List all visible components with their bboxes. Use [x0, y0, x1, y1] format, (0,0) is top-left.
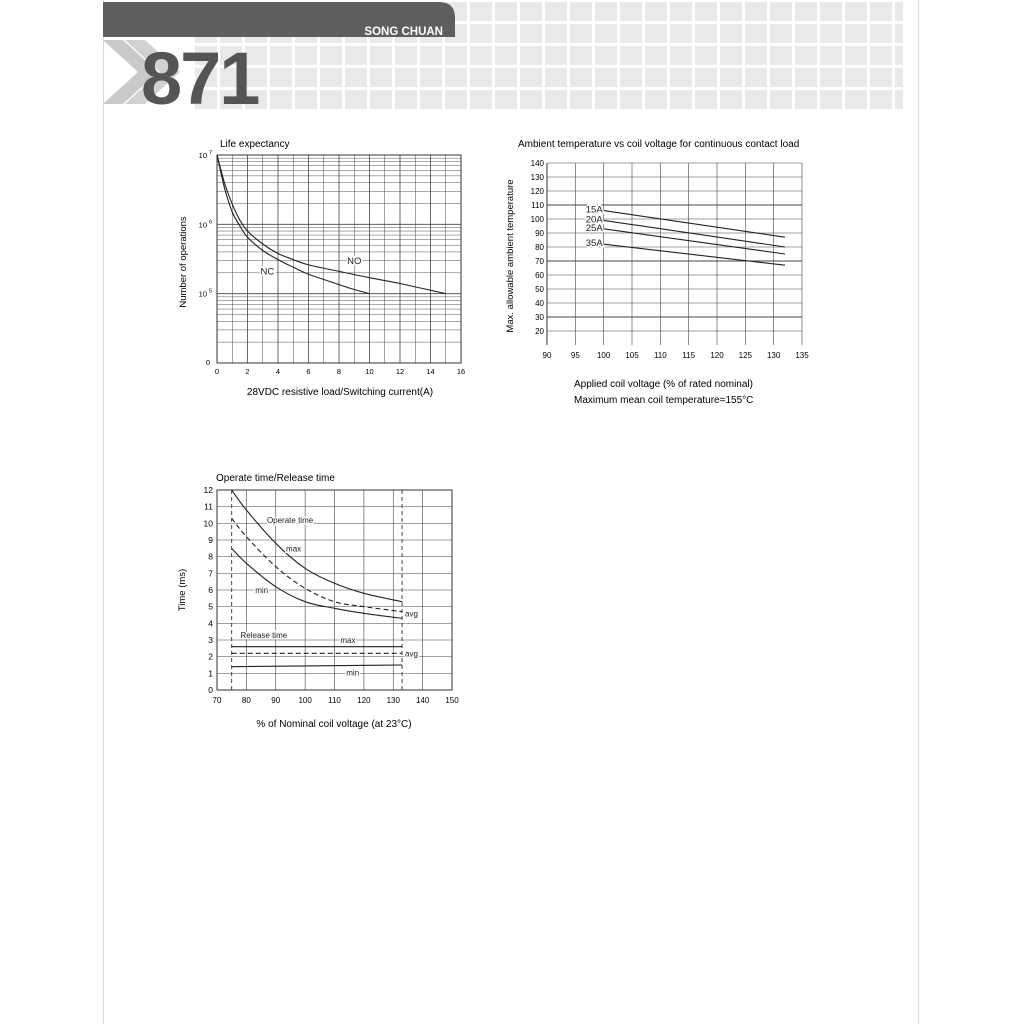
x-tick-label: 115: [682, 351, 696, 360]
y-tick-label: 10: [198, 220, 207, 230]
y-tick-label: 2: [208, 651, 213, 662]
series-label-25a: 25A: [585, 222, 603, 234]
operate-chart-x-ticks: [213, 696, 460, 705]
y-tick-label: 8: [208, 551, 213, 562]
operate-chart-title: Operate time/Release time: [216, 473, 335, 484]
x-tick-label: 8: [336, 367, 342, 376]
y-tick-label: 7: [208, 568, 213, 579]
x-tick-label: 12: [395, 367, 405, 376]
model-number: 871: [141, 37, 259, 110]
x-tick-label: 110: [653, 351, 667, 360]
y-tick-label: 80: [535, 243, 544, 252]
annotation-operate-avg: avg: [405, 609, 418, 619]
y-tick-label: 20: [535, 327, 544, 336]
x-tick-label: 10: [365, 367, 374, 376]
y-tick-label: 0: [208, 685, 213, 695]
y-tick-label: 6: [208, 585, 213, 595]
x-tick-label: 120: [710, 351, 724, 360]
series-label-no: NO: [347, 255, 362, 267]
life-chart-xlabel: 28VDC resistive load/Switching current(A): [246, 387, 434, 398]
operate-chart-grid: [217, 490, 452, 690]
x-tick-label: 135: [795, 351, 809, 360]
x-tick-label: 90: [271, 696, 281, 705]
x-tick-label: 80: [241, 696, 251, 705]
ambient-chart-subtitle: Maximum mean coil temperature=155°C: [574, 395, 754, 406]
operate-chart-y-ticks: [204, 485, 214, 695]
annotation-release-min: min: [346, 668, 360, 678]
y-tick-label: 100: [530, 215, 544, 224]
y-tick-label: 9: [208, 535, 213, 545]
x-tick-label: 4: [275, 367, 281, 376]
life-chart-title: Life expectancy: [220, 139, 290, 150]
x-tick-label: 140: [415, 696, 430, 705]
x-tick-label: 120: [357, 696, 371, 705]
y-tick-label: 10: [198, 289, 207, 299]
x-tick-label: 130: [386, 696, 400, 705]
y-tick-label: 40: [535, 299, 544, 308]
y-tick-label: 50: [535, 285, 544, 294]
y-tick-label: 110: [531, 201, 544, 210]
y-tick-label: 1: [208, 668, 213, 679]
ambient-chart-xlabel: Applied coil voltage (% of rated nominal): [574, 379, 753, 390]
y-tick-label: 10: [203, 518, 213, 529]
y-tick-exponent: 5: [209, 288, 213, 295]
x-tick-label: 100: [596, 351, 611, 360]
x-tick-label: 70: [212, 696, 222, 705]
ambient-chart-title: Ambient temperature vs coil voltage for continuous contact load: [518, 139, 800, 150]
ambient-chart-ylabel: Max. allowable ambient temperature: [505, 179, 516, 333]
y-tick-label: 70: [535, 257, 544, 266]
annotation-operate-time: Operate time: [266, 516, 314, 525]
life-chart-grid: [217, 155, 461, 363]
x-tick-label: 0: [214, 367, 220, 376]
series-line-operate-time-min: [232, 548, 402, 618]
series-line-operate-time-avg: [232, 518, 402, 611]
annotation-operate-min: min: [255, 586, 269, 595]
x-tick-label: 150: [445, 696, 459, 705]
operate-release-chart: [177, 473, 459, 730]
y-tick-label: 140: [530, 159, 544, 168]
life-chart-ylabel: Number of operations: [178, 216, 189, 308]
y-tick-label: 90: [535, 229, 544, 238]
y-tick-label: 3: [208, 635, 213, 645]
series-label-35a: 35A: [585, 238, 603, 250]
operate-chart-ylabel: Time (ms): [177, 568, 188, 612]
x-tick-label: 2: [245, 367, 250, 376]
operate-chart-xlabel: % of Nominal coil voltage (at 23°C): [256, 719, 412, 730]
y-tick-label: 130: [530, 173, 544, 182]
annotation-release-time: Release time: [240, 631, 288, 640]
life-chart-y-ticks: [199, 150, 212, 367]
life-chart-x-ticks: [215, 367, 465, 376]
ambient-chart-y-ticks: [531, 159, 545, 336]
y-tick-label: 10: [198, 151, 207, 160]
ambient-chart-x-ticks: [543, 351, 810, 360]
ambient-chart-grid: [547, 163, 802, 345]
x-tick-label: 125: [738, 351, 753, 360]
series-label-15a: 15A: [585, 204, 603, 216]
y-tick-exponent: 6: [209, 219, 213, 226]
x-tick-label: 90: [542, 351, 552, 360]
y-tick-label: 4: [208, 618, 213, 629]
ambient-chart-series: [586, 205, 785, 266]
x-tick-label: 110: [328, 696, 341, 705]
brand-name: SONG CHUAN: [364, 26, 443, 38]
x-tick-label: 16: [456, 367, 466, 376]
y-tick-label: 11: [204, 501, 213, 512]
y-tick-label: 30: [535, 313, 544, 322]
y-tick-label: 0: [205, 358, 210, 367]
series-line-release-time-min: [232, 665, 402, 667]
x-tick-label: 100: [298, 696, 312, 705]
x-tick-label: 95: [570, 351, 580, 360]
y-tick-exponent: 7: [209, 150, 213, 156]
series-line-35a: [604, 244, 785, 265]
y-tick-label: 5: [208, 601, 213, 612]
series-label-nc: NC: [260, 266, 275, 278]
y-tick-label: 60: [535, 271, 544, 280]
y-tick-label: 120: [530, 187, 544, 196]
ambient-temperature-chart: [505, 139, 809, 406]
life-expectancy-chart: [178, 139, 465, 398]
annotation-operate-max: max: [286, 544, 302, 554]
x-tick-label: 14: [426, 367, 435, 376]
annotation-release-max: max: [340, 636, 356, 645]
y-tick-label: 12: [203, 485, 213, 495]
x-tick-label: 6: [306, 367, 311, 376]
x-tick-label: 105: [625, 351, 639, 360]
series-label-20a: 20A: [585, 214, 603, 226]
x-tick-label: 130: [766, 351, 781, 360]
series-line-25a: [604, 229, 785, 254]
annotation-release-avg: avg: [405, 649, 418, 659]
